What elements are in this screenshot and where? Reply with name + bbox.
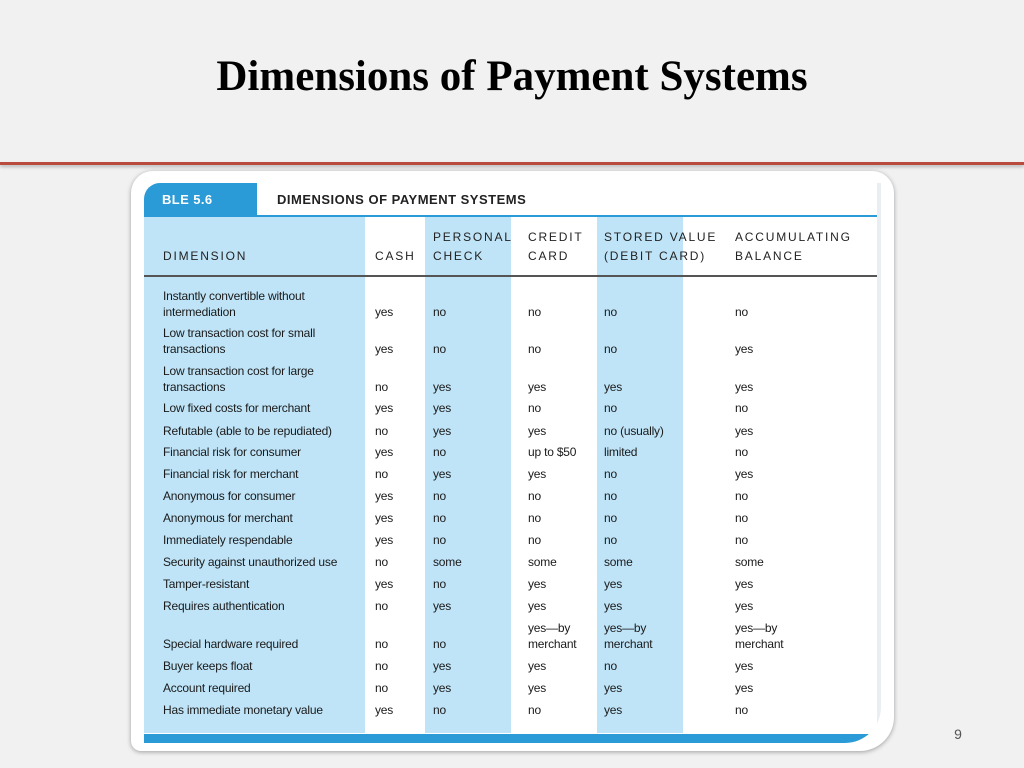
cell-accumulating-balance: no (735, 401, 748, 415)
cell-credit-card: yes (528, 424, 547, 438)
cell-dimension: Has immediate monetary value (163, 703, 323, 717)
cell-stored-value: yes—by merchant (604, 621, 653, 651)
cell-cash: no (375, 380, 388, 394)
cell-personal-check: no (433, 533, 446, 547)
cell-cash: no (375, 637, 388, 651)
cell-stored-value: no (604, 659, 617, 673)
cell-personal-check: yes (433, 599, 452, 613)
cell-dimension: Account required (163, 681, 251, 695)
cell-accumulating-balance: yes (735, 380, 754, 394)
cell-accumulating-balance: yes (735, 577, 754, 591)
cell-accumulating-balance: yes (735, 467, 754, 481)
cell-cash: no (375, 681, 388, 695)
cell-dimension: Low fixed costs for merchant (163, 401, 311, 415)
cell-cash: yes (375, 342, 394, 356)
cell-credit-card: some (528, 555, 557, 569)
cell-stored-value: yes (604, 681, 623, 695)
column-header-dimension: DIMENSION (163, 249, 248, 263)
cell-personal-check: yes (433, 424, 452, 438)
cell-dimension: Security against unauthorized use (163, 555, 338, 569)
cell-stored-value: no (604, 533, 617, 547)
cell-credit-card: yes (528, 599, 547, 613)
cell-personal-check: no (433, 305, 446, 319)
cell-dimension: Anonymous for merchant (163, 511, 293, 525)
cell-cash: yes (375, 577, 394, 591)
cell-credit-card: no (528, 489, 541, 503)
table-caption: DIMENSIONS OF PAYMENT SYSTEMS (277, 192, 527, 207)
cell-accumulating-balance: some (735, 555, 764, 569)
cell-credit-card: no (528, 703, 541, 717)
cell-accumulating-balance: no (735, 489, 748, 503)
cell-dimension: Buyer keeps float (163, 659, 253, 673)
table-bottom-bar (144, 734, 881, 743)
cell-credit-card: yes (528, 467, 547, 481)
cell-dimension: Anonymous for consumer (163, 489, 296, 503)
cell-accumulating-balance: yes (735, 659, 754, 673)
cell-personal-check: no (433, 342, 446, 356)
column-header-stored-value: STORED VALUE (DEBIT CARD) (604, 230, 718, 263)
cell-credit-card: no (528, 533, 541, 547)
cell-cash: yes (375, 305, 394, 319)
cell-dimension: Immediately respendable (163, 533, 293, 547)
cell-stored-value: no (604, 511, 617, 525)
cell-cash: no (375, 599, 388, 613)
cell-stored-value: limited (604, 445, 638, 459)
cell-stored-value: no (604, 489, 617, 503)
cell-stored-value: no (604, 305, 617, 319)
cell-stored-value: yes (604, 577, 623, 591)
cell-accumulating-balance: no (735, 305, 748, 319)
cell-credit-card: no (528, 305, 541, 319)
cell-cash: yes (375, 445, 394, 459)
cell-accumulating-balance: yes (735, 599, 754, 613)
title-divider (0, 162, 1024, 165)
cell-stored-value: yes (604, 380, 623, 394)
cell-credit-card: yes (528, 681, 547, 695)
cell-cash: yes (375, 489, 394, 503)
cell-personal-check: no (433, 445, 446, 459)
cell-cash: no (375, 467, 388, 481)
cell-credit-card: yes (528, 380, 547, 394)
table-right-edge (877, 183, 881, 743)
cell-personal-check: no (433, 489, 446, 503)
slide-title: Dimensions of Payment Systems (216, 53, 808, 100)
cell-credit-card: up to $50 (528, 445, 577, 459)
cell-accumulating-balance: no (735, 533, 748, 547)
cell-dimension: Low transaction cost for small transactions (163, 326, 316, 356)
cell-credit-card: yes—by merchant (528, 621, 577, 651)
cell-personal-check: yes (433, 401, 452, 415)
cell-cash: yes (375, 511, 394, 525)
column-header-accumulating-balance: ACCUMULATING BALANCE (735, 230, 852, 263)
cell-personal-check: yes (433, 681, 452, 695)
cell-cash: no (375, 424, 388, 438)
cell-personal-check: no (433, 637, 446, 651)
cell-dimension: Tamper-resistant (163, 577, 250, 591)
cell-personal-check: yes (433, 467, 452, 481)
cell-personal-check: no (433, 511, 446, 525)
cell-cash: no (375, 555, 388, 569)
table-image (144, 183, 881, 743)
cell-credit-card: yes (528, 577, 547, 591)
cell-credit-card: no (528, 511, 541, 525)
cell-cash: yes (375, 401, 394, 415)
cell-accumulating-balance: no (735, 703, 748, 717)
cell-credit-card: yes (528, 659, 547, 673)
cell-cash: yes (375, 703, 394, 717)
cell-stored-value: no (usually) (604, 424, 664, 438)
column-header-cash: CASH (375, 249, 416, 263)
cell-credit-card: no (528, 401, 541, 415)
cell-dimension: Refutable (able to be repudiated) (163, 424, 332, 438)
cell-personal-check: no (433, 577, 446, 591)
column-header-personal-check: PERSONAL CHECK (433, 230, 513, 263)
cell-personal-check: yes (433, 380, 452, 394)
cell-stored-value: yes (604, 599, 623, 613)
cell-dimension: Financial risk for consumer (163, 445, 301, 459)
table-row (144, 183, 881, 718)
cell-personal-check: some (433, 555, 462, 569)
cell-stored-value: no (604, 342, 617, 356)
cell-dimension: Instantly convertible without intermediation (163, 289, 305, 319)
cell-dimension: Requires authentication (163, 599, 285, 613)
page-number: 9 (954, 726, 962, 742)
cell-personal-check: yes (433, 659, 452, 673)
cell-accumulating-balance: yes (735, 342, 754, 356)
cell-accumulating-balance: yes—by merchant (735, 621, 784, 651)
cell-dimension: Low transaction cost for large transactions (163, 364, 314, 394)
cell-accumulating-balance: yes (735, 424, 754, 438)
cell-stored-value: yes (604, 703, 623, 717)
cell-stored-value: some (604, 555, 633, 569)
cell-cash: yes (375, 533, 394, 547)
cell-dimension: Financial risk for merchant (163, 467, 299, 481)
cell-dimension: Special hardware required (163, 637, 299, 651)
column-header-credit-card: CREDIT CARD (528, 230, 584, 263)
cell-accumulating-balance: no (735, 445, 748, 459)
cell-accumulating-balance: yes (735, 681, 754, 695)
cell-personal-check: no (433, 703, 446, 717)
cell-credit-card: no (528, 342, 541, 356)
cell-cash: no (375, 659, 388, 673)
cell-stored-value: no (604, 467, 617, 481)
table-number-badge: BLE 5.6 (144, 183, 257, 215)
cell-stored-value: no (604, 401, 617, 415)
cell-accumulating-balance: no (735, 511, 748, 525)
